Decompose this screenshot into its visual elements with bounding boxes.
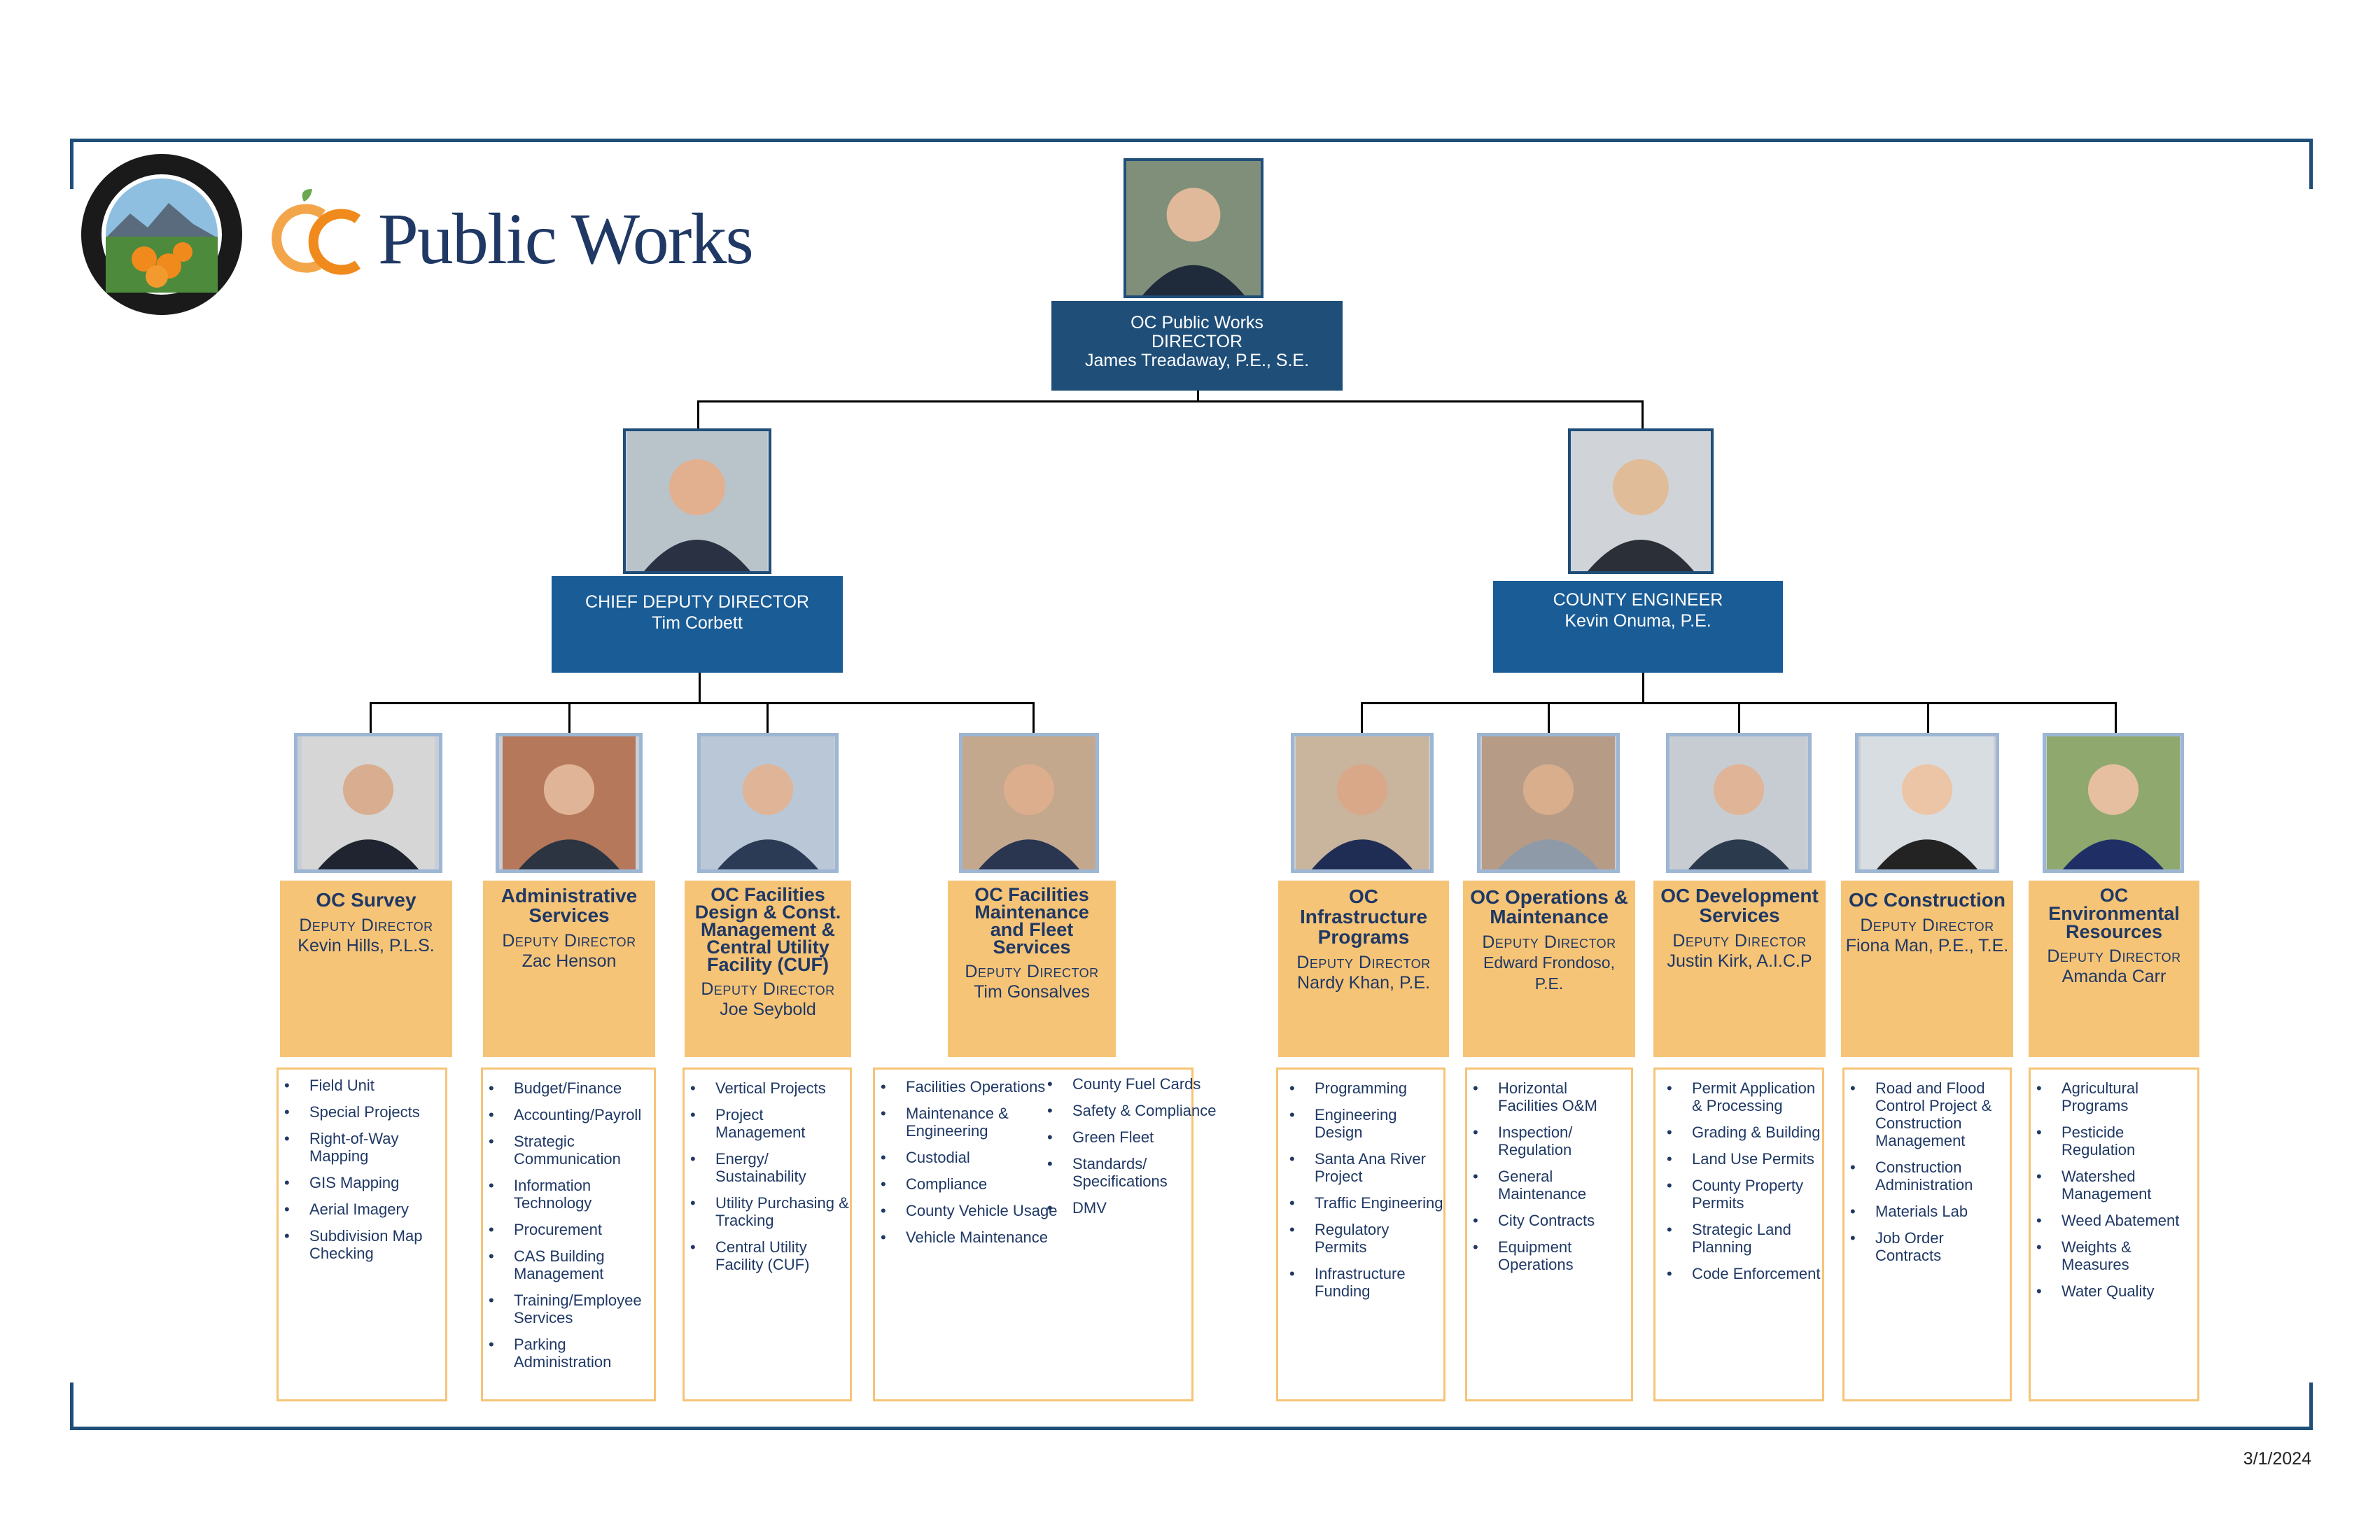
connector <box>697 400 1644 402</box>
division-head-name: Fiona Man, P.E., T.E. <box>1845 936 2009 955</box>
frame-corner <box>70 1382 74 1430</box>
division-title: OC Facilities Maintenance and Fleet Services <box>974 884 1089 958</box>
county-engineer-title: COUNTY ENGINEER <box>1553 590 1723 610</box>
division-photo-facilities-maintenance <box>959 733 1099 873</box>
connector <box>1927 702 1929 736</box>
division-photo-construction <box>1855 733 1999 873</box>
division-box-construction <box>1841 881 2013 1057</box>
division-photo-operations <box>1477 733 1620 873</box>
frame-bottom-rule <box>70 1427 2313 1430</box>
chief-deputy-photo <box>623 428 771 574</box>
division-role: Deputy Director <box>502 931 636 951</box>
responsibility-item: • Horizontal Facilities O&M <box>1498 1079 1631 1114</box>
division-role: Deputy Director <box>1672 931 1807 951</box>
person-silhouette-icon <box>2046 736 2180 869</box>
director-name: James Treadaway, P.E., S.E. <box>1084 351 1310 370</box>
connector <box>370 702 1035 704</box>
responsibility-item: • Standards/ Specifications <box>1072 1155 1219 1190</box>
director-title: DIRECTOR <box>1151 332 1243 351</box>
responsibility-list <box>1844 1079 2010 1264</box>
responsibility-item: • Parking Administration <box>514 1336 654 1371</box>
responsibility-item: • Traffic Engineering <box>1315 1194 1443 1212</box>
connector <box>1197 389 1199 400</box>
responsibilities-list-environmental <box>2029 1068 2199 1401</box>
connector <box>1361 702 1363 736</box>
responsibility-item: • Procurement <box>514 1221 654 1238</box>
seal-graphic <box>81 154 242 315</box>
frame-corner <box>2309 1382 2313 1430</box>
division-head-name: Joe Seybold <box>720 1000 816 1019</box>
responsibility-item: • Training/Employee Services <box>514 1292 654 1326</box>
responsibility-item: • County Vehicle Usage <box>906 1202 1063 1219</box>
division-box-admin <box>483 881 655 1057</box>
division-photo-infrastructure <box>1291 733 1434 873</box>
responsibility-item: • Maintenance & Engineering <box>906 1105 1063 1140</box>
responsibility-item: • Watershed Management <box>2062 1168 2197 1203</box>
division-photo-development <box>1666 733 1812 873</box>
division-photo-environmental <box>2043 733 2184 873</box>
division-title: OC Facilities Design & Const. Management & Central Utility Facility (CUF) <box>694 884 841 975</box>
responsibility-item: • City Contracts <box>1498 1212 1631 1229</box>
brand-wordmark: Public Works <box>378 199 752 279</box>
division-role: Deputy Director <box>2047 946 2181 966</box>
responsibility-item: • GIS Mapping <box>309 1174 445 1191</box>
county-engineer-name: Kevin Onuma, P.E. <box>1564 611 1712 631</box>
division-title: OC Construction <box>1849 889 2005 911</box>
responsibility-item: • Aerial Imagery <box>309 1200 445 1218</box>
division-role: Deputy Director <box>701 979 835 999</box>
division-box-infrastructure <box>1278 881 1449 1057</box>
responsibility-item: • Santa Ana River Project <box>1315 1150 1443 1185</box>
responsibility-item: • Strategic Communication <box>514 1133 654 1168</box>
person-silhouette-icon <box>1571 431 1711 571</box>
division-head-name: Nardy Khan, P.E. <box>1297 973 1430 993</box>
responsibility-item: • Code Enforcement <box>1692 1265 1822 1282</box>
frame-corner <box>70 139 74 189</box>
division-role: Deputy Director <box>1482 932 1616 952</box>
responsibilities-list-operations <box>1465 1068 1633 1401</box>
chief-deputy-box <box>552 576 843 673</box>
responsibility-item: • Utility Purchasing & Tracking <box>715 1194 850 1229</box>
responsibility-item: • Water Quality <box>2062 1282 2197 1300</box>
division-title: OC Infrastructure Programs <box>1299 886 1428 948</box>
responsibility-list <box>1467 1079 1631 1273</box>
division-title: OC Operations & Maintenance <box>1470 886 1628 927</box>
responsibility-list <box>483 1079 654 1371</box>
connector <box>699 672 701 704</box>
responsibility-item: • Right-of-Way Mapping <box>309 1130 445 1165</box>
connector <box>1738 702 1740 736</box>
connector <box>697 400 699 431</box>
chart-date: 3/1/2024 <box>2243 1449 2311 1469</box>
responsibility-item: • Energy/ Sustainability <box>715 1150 850 1185</box>
responsibility-item: • General Maintenance <box>1498 1168 1631 1203</box>
responsibility-item: • Land Use Permits <box>1692 1150 1822 1168</box>
division-photo-admin <box>496 733 643 873</box>
division-role: Deputy Director <box>965 962 1099 981</box>
responsibility-item: • Subdivision Map Checking <box>309 1227 445 1262</box>
responsibility-item: • Infrastructure Funding <box>1315 1265 1443 1300</box>
responsibility-item: • Programming <box>1315 1079 1443 1097</box>
responsibilities-list-construction <box>1842 1068 2012 1401</box>
connector <box>1642 400 1644 431</box>
responsibility-item: • Road and Flood Control Project & Construction Management <box>1875 1079 2010 1149</box>
person-silhouette-icon <box>1294 736 1430 869</box>
director-photo <box>1124 158 1264 298</box>
responsibilities-list-infrastructure <box>1276 1068 1446 1401</box>
division-photo-oc-survey <box>294 733 442 873</box>
responsibility-item: • Special Projects <box>309 1103 445 1121</box>
division-title: OC Environmental Resources <box>2048 885 2180 942</box>
division-title: Administrative Services <box>500 885 638 926</box>
responsibilities-list-facilities-maintenance <box>873 1068 1217 1401</box>
responsibility-item: • Custodial <box>906 1149 1063 1166</box>
county-engineer-box <box>1493 581 1783 673</box>
responsibility-item: • Project Management <box>715 1106 850 1141</box>
person-silhouette-icon <box>962 736 1096 869</box>
person-silhouette-icon <box>499 736 639 869</box>
responsibility-item: • CAS Building Management <box>514 1247 654 1282</box>
division-role: Deputy Director <box>299 916 433 935</box>
county-seal-logo <box>81 154 242 315</box>
responsibility-item: • Central Utility Facility (CUF) <box>715 1238 850 1273</box>
responsibility-item: • County Property Permits <box>1692 1177 1822 1212</box>
responsibility-list <box>1042 1075 1219 1226</box>
person-silhouette-icon <box>298 736 439 869</box>
responsibility-item: • Materials Lab <box>1875 1203 2010 1220</box>
responsibility-item: • Construction Administration <box>1875 1158 2010 1194</box>
division-role: Deputy Director <box>1860 916 1994 935</box>
division-box-facilities-maintenance <box>948 881 1116 1057</box>
responsibility-item: • Field Unit <box>309 1077 445 1094</box>
chief-deputy-name: Tim Corbett <box>652 613 743 633</box>
responsibility-item: • DMV <box>1072 1199 1219 1217</box>
responsibility-list <box>685 1079 850 1273</box>
person-silhouette-icon <box>701 736 835 869</box>
division-photo-facilities-design <box>697 733 839 873</box>
responsibilities-list-development <box>1653 1068 1824 1401</box>
responsibility-item: • Weed Abatement <box>2062 1212 2197 1229</box>
responsibility-list <box>1278 1079 1443 1300</box>
responsibilities-list-admin <box>481 1068 656 1401</box>
responsibility-item: • Budget/Finance <box>514 1079 654 1097</box>
person-silhouette-icon <box>1858 736 1996 869</box>
responsibility-item: • Green Fleet <box>1072 1128 1219 1146</box>
responsibility-list <box>875 1078 1063 1255</box>
responsibility-item: • Inspection/ Regulation <box>1498 1124 1631 1158</box>
connector <box>766 702 769 736</box>
person-silhouette-icon <box>626 431 769 571</box>
director-box <box>1051 301 1343 391</box>
responsibility-list <box>2031 1079 2197 1300</box>
responsibility-item: • County Fuel Cards <box>1072 1075 1219 1093</box>
responsibility-item: • Safety & Compliance <box>1072 1102 1219 1119</box>
division-head-name: Kevin Hills, P.L.S. <box>298 936 435 955</box>
responsibility-item: • Vertical Projects <box>715 1079 850 1097</box>
responsibility-item: • Information Technology <box>514 1177 654 1212</box>
responsibility-item: • Compliance <box>906 1175 1063 1193</box>
responsibility-list <box>279 1077 445 1262</box>
responsibility-item: • Accounting/Payroll <box>514 1106 654 1124</box>
responsibility-item: • Facilities Operations <box>906 1078 1063 1096</box>
division-box-oc-survey <box>280 881 452 1057</box>
connector <box>568 702 570 736</box>
responsibility-item: • Grading & Building <box>1692 1124 1822 1141</box>
oc-orange-icon <box>263 188 361 279</box>
connector <box>1032 702 1035 736</box>
division-box-environmental <box>2029 881 2199 1057</box>
division-head-name: Amanda Carr <box>2062 967 2166 986</box>
division-box-development <box>1653 881 1826 1057</box>
connector <box>2115 702 2117 736</box>
chief-deputy-title: CHIEF DEPUTY DIRECTOR <box>585 592 809 612</box>
person-silhouette-icon <box>1670 736 1808 869</box>
connector <box>370 702 372 736</box>
division-head-name: Edward Frondoso, P.E. <box>1483 953 1615 993</box>
responsibility-item: • Regulatory Permits <box>1315 1221 1443 1256</box>
responsibility-item: • Job Order Contracts <box>1875 1229 2010 1264</box>
county-engineer-photo <box>1568 428 1714 574</box>
division-head-name: Justin Kirk, A.I.C.P <box>1667 951 1812 971</box>
responsibility-item: • Engineering Design <box>1315 1106 1443 1141</box>
division-head-name: Zac Henson <box>522 951 617 971</box>
responsibility-list <box>1656 1079 1822 1282</box>
responsibility-item: • Pesticide Regulation <box>2062 1124 2197 1158</box>
division-title: OC Development Services <box>1660 885 1819 926</box>
responsibility-item: • Vehicle Maintenance <box>906 1228 1063 1246</box>
responsibilities-list-facilities-design <box>682 1068 852 1401</box>
division-role: Deputy Director <box>1296 953 1431 972</box>
responsibility-item: • Equipment Operations <box>1498 1238 1631 1273</box>
division-box-facilities-design <box>685 881 851 1057</box>
frame-corner <box>2309 139 2313 189</box>
responsibility-item: • Permit Application & Processing <box>1692 1079 1822 1114</box>
frame-top-rule <box>70 139 2313 142</box>
division-head-name: Tim Gonsalves <box>974 982 1090 1002</box>
division-box-operations <box>1463 881 1635 1057</box>
person-silhouette-icon <box>1480 736 1616 869</box>
responsibility-item: • Weights & Measures <box>2062 1238 2197 1273</box>
connector <box>1548 702 1550 736</box>
responsibilities-list-oc-survey <box>276 1068 447 1401</box>
responsibility-item: • Agricultural Programs <box>2062 1079 2197 1114</box>
connector <box>1642 672 1644 704</box>
person-silhouette-icon <box>1126 161 1261 295</box>
division-title: OC Survey <box>316 889 416 911</box>
director-org: OC Public Works <box>1130 313 1264 332</box>
responsibility-item: • Strategic Land Planning <box>1692 1221 1822 1256</box>
